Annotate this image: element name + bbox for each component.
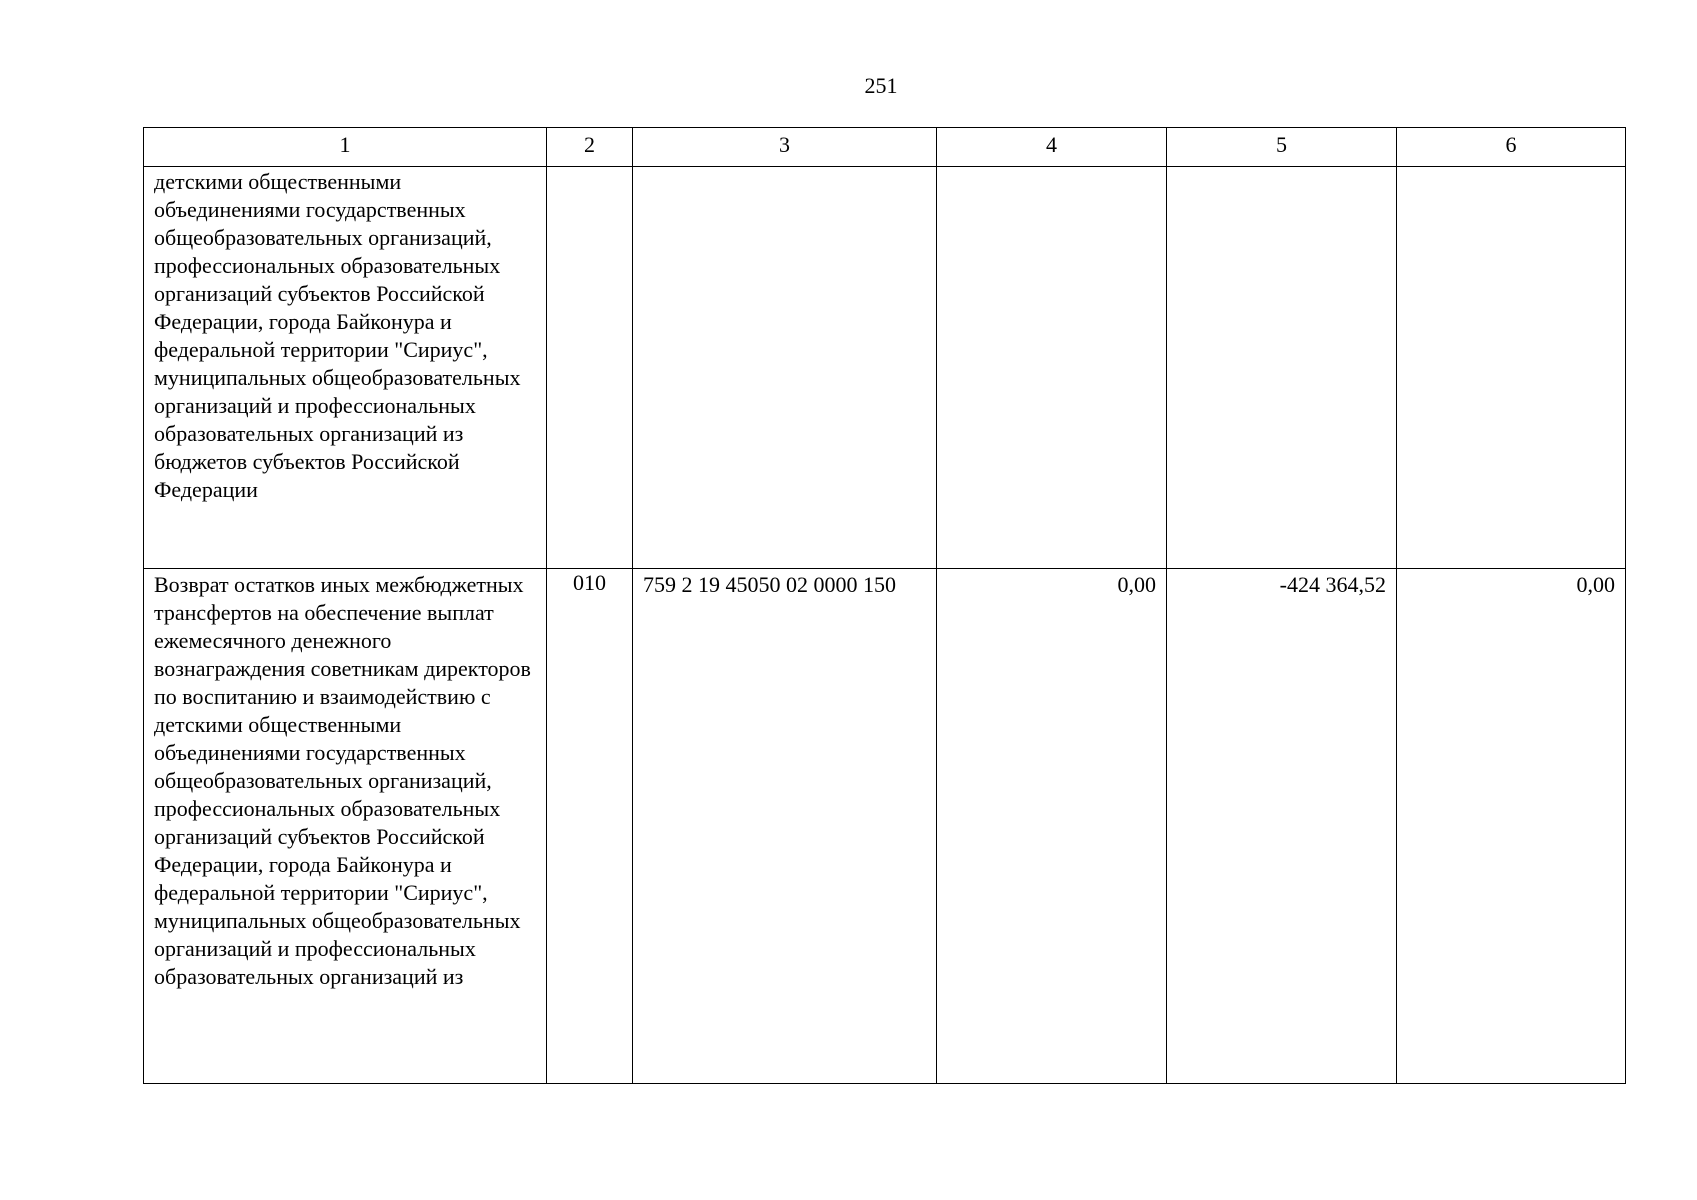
row-value-col4-cell: 0,00 bbox=[937, 569, 1167, 1084]
row-value-col6-cell bbox=[1397, 167, 1626, 569]
column-header-2: 2 bbox=[547, 128, 633, 167]
row-code-cell: 010 bbox=[547, 569, 633, 1084]
column-header-4: 4 bbox=[937, 128, 1167, 167]
table-header bbox=[144, 128, 1626, 167]
column-header-5: 5 bbox=[1167, 128, 1397, 167]
row-value-col4-cell bbox=[937, 167, 1167, 569]
row-value-col6-cell: 0,00 bbox=[1397, 569, 1626, 1084]
budget-report-table bbox=[143, 127, 1626, 1084]
row-kbk-cell bbox=[633, 167, 937, 569]
row-value-col5-cell bbox=[1167, 167, 1397, 569]
table-row bbox=[144, 167, 1626, 569]
table-row bbox=[144, 569, 1626, 1084]
row-name-cell: детскими общественными объединениями государственных общеобразовательных организаций, профессиональных образовательных организаций субъектов Российской Федерации, города Байконура и федеральной территории "Сириус", муниципальных общеобразовательных организаций и профессиональных образовательных организаций из бюджетов субъектов Российской Федерации bbox=[144, 167, 547, 569]
header-row bbox=[144, 128, 1626, 167]
row-value-col5-cell: -424 364,52 bbox=[1167, 569, 1397, 1084]
column-header-3: 3 bbox=[633, 128, 937, 167]
column-header-1: 1 bbox=[144, 128, 547, 167]
row-code-cell bbox=[547, 167, 633, 569]
row-name-cell: Возврат остатков иных межбюджетных трансфертов на обеспечение выплат ежемесячного денежного вознаграждения советникам директоров по воспитанию и взаимодействию с детскими общественными объединениями государственных общеобразовательных организаций, профессиональных образовательных организаций субъектов Российской Федерации, города Байконура и федеральной территории "Сириус", муниципальных общеобразовательных организаций и профессиональных образовательных организаций из bbox=[144, 569, 547, 1084]
column-header-6: 6 bbox=[1397, 128, 1626, 167]
table-body bbox=[144, 167, 1626, 1084]
page-number: 251 bbox=[864, 73, 898, 98]
row-kbk-cell: 759 2 19 45050 02 0000 150 bbox=[633, 569, 937, 1084]
